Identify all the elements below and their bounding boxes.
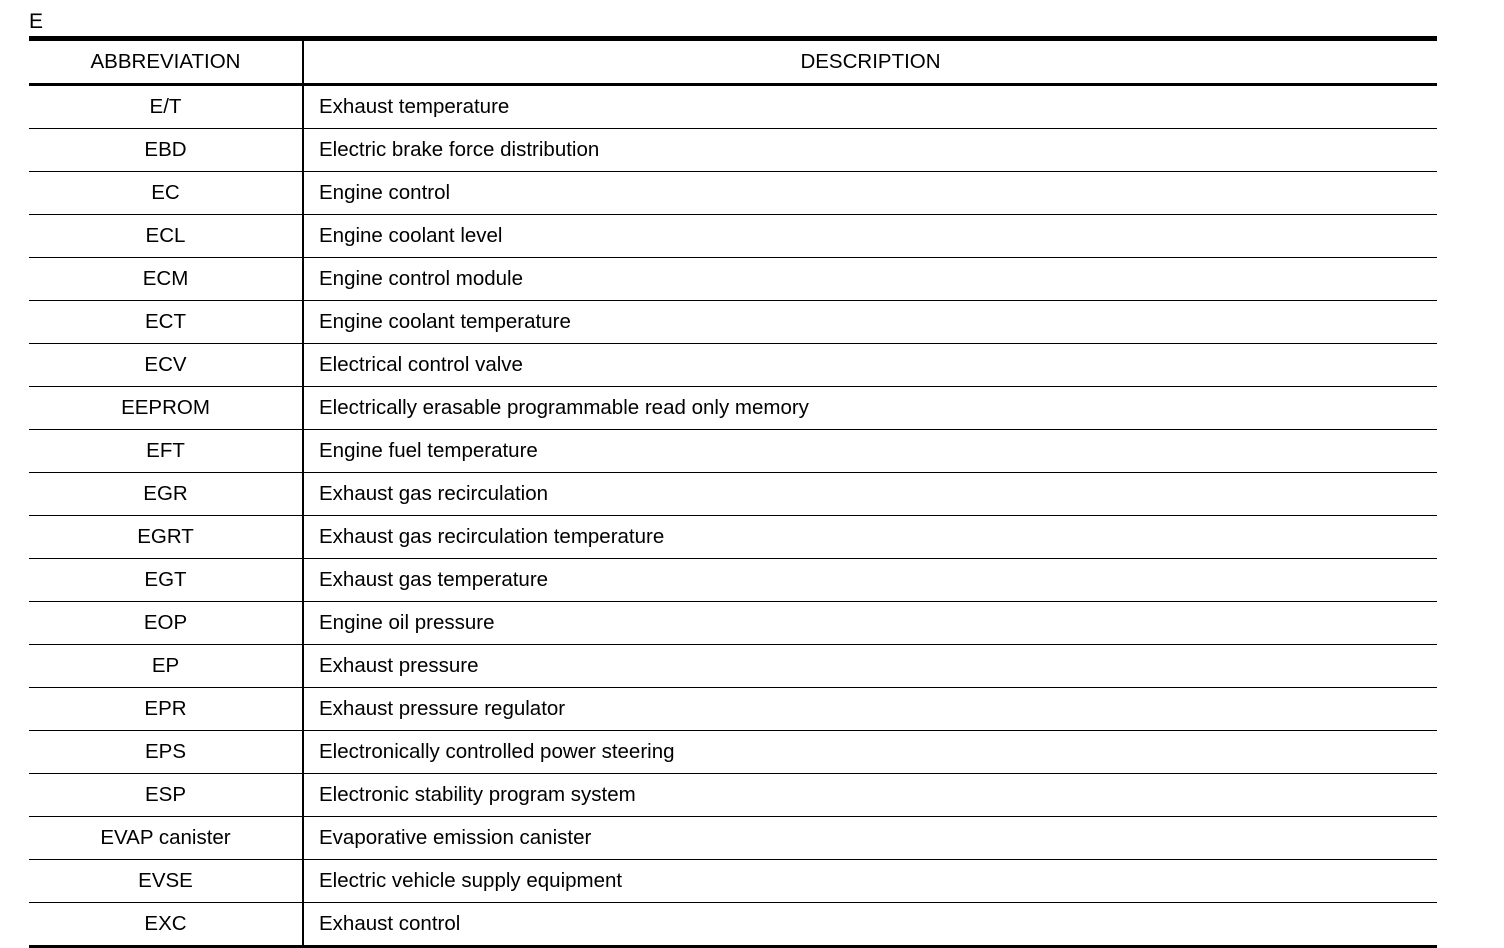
description-cell: Engine fuel temperature xyxy=(303,430,1437,473)
table-row xyxy=(29,387,1437,430)
abbreviation-cell: EFT xyxy=(29,430,303,473)
abbreviation-cell: EEPROM xyxy=(29,387,303,430)
description-cell: Electrical control valve xyxy=(303,344,1437,387)
abbreviation-table xyxy=(29,36,1437,948)
abbreviation-cell: EGR xyxy=(29,473,303,516)
abbreviation-cell: EGT xyxy=(29,559,303,602)
description-cell: Electric vehicle supply equipment xyxy=(303,860,1437,903)
description-cell: Electric brake force distribution xyxy=(303,129,1437,172)
table-row xyxy=(29,817,1437,860)
description-cell: Engine control module xyxy=(303,258,1437,301)
table-row xyxy=(29,473,1437,516)
section-letter: E xyxy=(29,10,44,33)
abbreviation-cell: EVSE xyxy=(29,860,303,903)
table-body xyxy=(29,85,1437,947)
table-row xyxy=(29,258,1437,301)
table-row xyxy=(29,774,1437,817)
table-row xyxy=(29,301,1437,344)
abbreviation-cell: EC xyxy=(29,172,303,215)
abbreviation-cell: ECV xyxy=(29,344,303,387)
table-row xyxy=(29,85,1437,129)
abbreviation-cell: E/T xyxy=(29,85,303,129)
abbreviation-cell: ESP xyxy=(29,774,303,817)
abbreviation-cell: ECL xyxy=(29,215,303,258)
description-cell: Exhaust temperature xyxy=(319,95,510,118)
abbreviation-cell: ECT xyxy=(29,301,303,344)
table-row xyxy=(29,215,1437,258)
description-cell: Engine control xyxy=(303,172,1437,215)
abbreviation-column-header: ABBREVIATION xyxy=(29,39,303,85)
abbreviation-cell: EVAP canister xyxy=(29,817,303,860)
description-cell: Exhaust pressure regulator xyxy=(303,688,1437,731)
table-row xyxy=(29,602,1437,645)
table-row xyxy=(29,559,1437,602)
abbreviation-cell: EPS xyxy=(29,731,303,774)
table-row xyxy=(29,860,1437,903)
description-cell: Engine coolant temperature xyxy=(303,301,1437,344)
description-cell: Exhaust gas recirculation temperature xyxy=(303,516,1437,559)
description-cell: Engine coolant level xyxy=(303,215,1437,258)
table-row xyxy=(29,731,1437,774)
description-cell: Exhaust gas temperature xyxy=(303,559,1437,602)
table-row xyxy=(29,516,1437,559)
description-cell: Electronic stability program system xyxy=(303,774,1437,817)
table-header-row xyxy=(29,39,1437,85)
table-row xyxy=(29,645,1437,688)
table-row xyxy=(29,129,1437,172)
abbreviation-cell: EBD xyxy=(29,129,303,172)
description-cell: Exhaust control xyxy=(303,903,1437,947)
description-cell: Exhaust gas recirculation xyxy=(303,473,1437,516)
description-cell: Exhaust pressure xyxy=(303,645,1437,688)
table-row xyxy=(29,903,1437,947)
table-row xyxy=(29,688,1437,731)
abbreviation-cell: EXC xyxy=(29,903,303,947)
table-row xyxy=(29,430,1437,473)
description-cell: Evaporative emission canister xyxy=(303,817,1437,860)
description-cell: Electronically controlled power steering xyxy=(303,731,1437,774)
description-cell: Engine oil pressure xyxy=(303,602,1437,645)
abbreviation-cell: EPR xyxy=(29,688,303,731)
abbreviation-cell: EOP xyxy=(29,602,303,645)
description-cell: Electrically erasable programmable read only memory xyxy=(303,387,1437,430)
description-column-header: DESCRIPTION xyxy=(303,39,1437,85)
abbreviation-cell: EGRT xyxy=(29,516,303,559)
table-row xyxy=(29,172,1437,215)
abbreviation-cell: ECM xyxy=(29,258,303,301)
table-row xyxy=(29,344,1437,387)
abbreviation-cell: EP xyxy=(29,645,303,688)
